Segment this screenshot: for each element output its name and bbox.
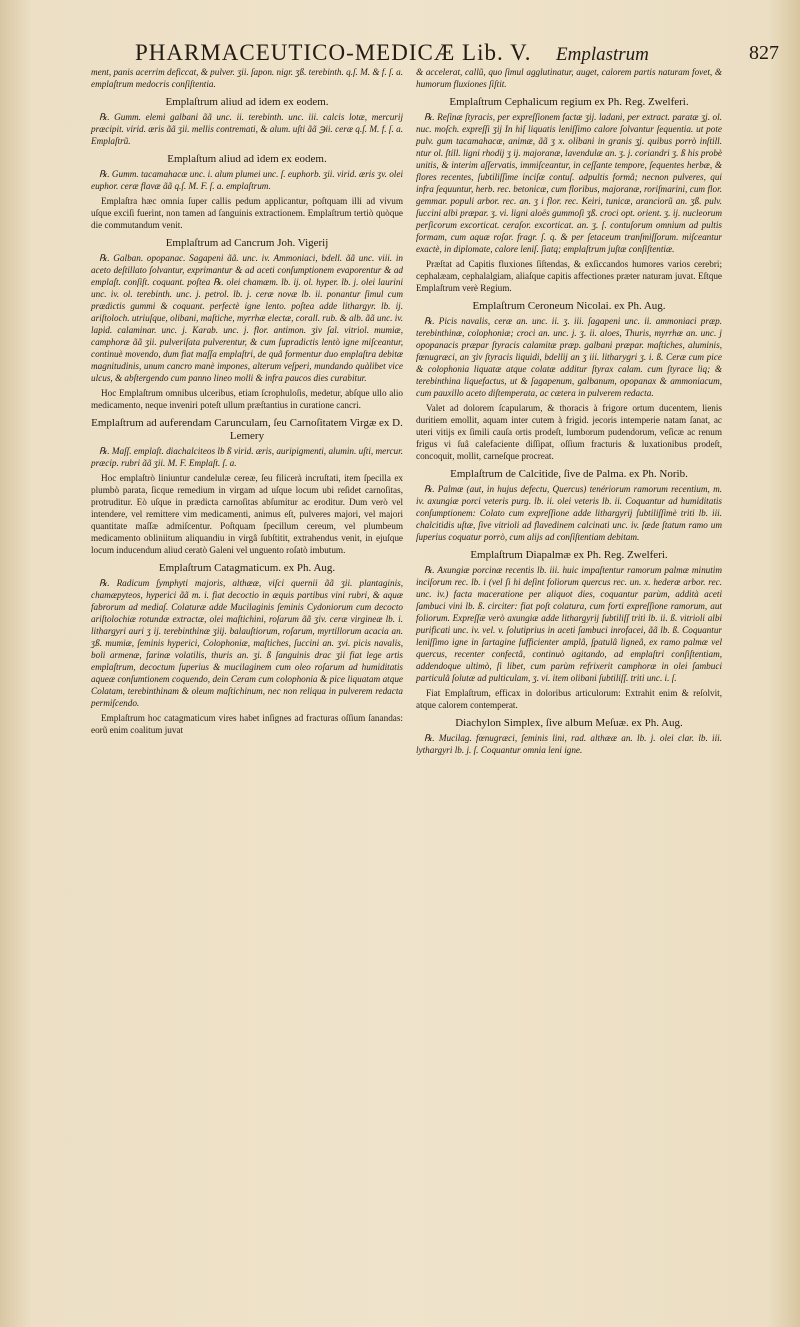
section-heading: Emplaſtrum Catagmaticum. ex Ph. Aug.	[158, 562, 336, 574]
body-paragraph: Præſtat ad Capitis fluxiones ſiſtendas, & exſiccandos humores varios cerebri; cephalæam, cephalalgiam, aliaſque capitis affectiones præter naturam juvat. Eſtque Emplaſtrum verè Regium.	[416, 259, 722, 293]
recipe-text: ℞. Galban. opopanac. Sagapeni ãã. unc. iv. Ammoniaci, bdell. ãã unc. viii. in aceto deſtillato ſolvantur, exprimantur & ad aceti conſumptionem evaporentur & ad emplaſt. conſiſt. coquant. poſtea ℞. olei chamæm. lb. ij. ol. hyper. lb. j. olei laurini unc. iv. ol. terebinth. unc. j. petrol. lb. j. ceræ novæ lb. ii. ponantur ſimul cum prædictis gummi & coquant. perfectè igne lento. poſtea adde lithargyr. lb. ij. ariſtoloch. utriuſque, olibani, maſtiche, myrrhæ electæ, corall. rub. & alb. ãã unc. iv. lapid. calaminar. unc. j. Karab. unc. j. flor. antimon. ʒiv ſal. vitriol. mumiæ, camphoræ ãã ʒii. pulveriſata pulverentur, & cum ſupradictis lentò igne miſceantur, continuè movendo, dum fiat maſſa emplaſtri, de quâ formentur duo emplaſtra debitæ magnitudinis, unum cancro manè impones, alterum veſperi, mundando quàlibet vice ulcus, & abſtergendo cum panno lineo molli & infra paucos dies curabitur.	[91, 253, 404, 383]
recipe-text: ℞. Gumm. tacamahacæ unc. i. alum plumei unc. ſ. euphorb. ʒii. virid. æris ʒv. olei euphor. ceræ flavæ ãã q.ſ. M. F. ſ. a. emplaſtrum.	[91, 169, 403, 191]
recipe-text: ℞. Radicum ſymphyti majoris, althææ, viſci quernii ãã ʒii. plantaginis, chamæpyteos, hyperici ãã m. i. fiat decoctio in æquis partibus vini rubri, & aquæ fabrorum ad mediaſ. Colaturæ adde Mucilaginis ſeminis Cydoniorum cum decocto ariſtolochiæ rotundæ extractæ, olei maſtichini, roſarum ãã ʒiv. ceræ virgineæ lb. i. lithargyri auri ʒ ij. terebinthinæ ʒiij. balauſtiorum, roſarum, myrtillorum acacia an. ʒß. mumiæ, ſeminis hyperici, Colophoniæ, maſtiches, ſuccini an. ʒvi. picis navalis, boli armenæ, farinæ volatilis, thuris an. ʒi. ß ſanguinis drac ʒii fiat lege artis emplaſtrum, decoctum ſuperius & mucilaginem cum oleo roſarum ad humiditatis aqueæ conſumtionem coquendo, dein Ceram cum colophonia & pice liquatam atque Colatam, terebinthinam & oleum maſtichinum, nec non reliqua in pulverem redacta permiſcendo.	[91, 578, 403, 708]
body-paragraph: Valet ad dolorem ſcapularum, & thoracis à frigore ortum ducentem, lienis duritiem emollit, aquam inter cutem à frigid. jecoris intemperie natam ſanat, ac uteri vitijs ex ſimili cauſa ortis prodeſt, lumborum pudendorum, veſicæ ac renum frigus vi ſuâ calefaciente diſſipat, oſſium fracturis & luxationibus prodeſt, concoquit, mollit, carneſque procreat.	[416, 403, 722, 461]
section-heading: Emplaſtrum ad auferendam Carunculam, ſeu Carnoſitatem Virgæ ex D. Lemery	[91, 417, 403, 442]
body-paragraph: Fiat Emplaſtrum, efficax in doloribus articulorum: Extrahit enim & reſolvit, atque calorem contemperat.	[416, 688, 722, 710]
section-heading: Emplaſtrum Cephalicum regium ex Ph. Reg. Zwelferi.	[449, 96, 689, 108]
body-paragraph: Emplaſtrum hoc catagmaticum vires habet inſignes ad fracturas oſſium ſanandas: eorũ enim coalitum juvat	[91, 713, 403, 735]
recipe-text: ℞. Palmæ (aut, in hujus defectu, Quercus) tenériorum ramorum recentium, m. iv. axungiæ porci veteris purg. lb. ii. olei veteris lb. ii. Coquantur ad humiditatis conſumptionem: Colato cum expreſſione adde lithargyrij ſubtiliſſimè triti lb. iii. chalcitidis uſtæ, ſive vitrioli ad flavedinem calcinati unc. iv. ſæde ſtatum ramo um ſuperius coquatur porrò, cum alijs ad conſiſtentiam debitam.	[416, 484, 722, 542]
recipe-text: ℞. Mucilag. fœnugræci, ſeminis lini, rad. althææ an. lb. j. olei clar. lb. iii. lythargyri lb. j. ſ. Coquantur omnia leni igne.	[416, 733, 722, 755]
section-heading: Emplaſtrum Diapalmæ ex Ph. Reg. Zwelferi.	[470, 549, 668, 561]
header-subtitle: Emplastrum	[556, 44, 649, 65]
header-title: PHARMACEUTICO-MEDICÆ Lib. V.	[135, 40, 532, 65]
section-heading: Diachylon Simplex, ſive album Meſuæ. ex Ph. Aug.	[455, 717, 683, 729]
body-paragraph: Emplaſtra hæc omnia ſuper callis pedum applicantur, poſtquam illi ad vivum uſque exciſi fuerint, non tamen ad ſanguinis extractionem. Emplaſtrum tertiò quòque die commutandum venit.	[91, 196, 403, 230]
section-heading: Emplaſtum aliud ad idem ex eodem.	[167, 153, 327, 165]
left-column	[91, 66, 403, 739]
recipe-text: ℞. Reſinæ ſtyracis, per expreſſionem factæ ʒij. ladani, per extract. paratæ ʒj. ol. nuc. moſch. expreſſi ʒij In hiſ liquatis leniſſimo calore ſolvantur ſequentia. ut pote pulv. gum tacamahacæ, animæ, ãã ʒ x. olibani in granis ʒj. quibus porrò inſtill. ntur ol. ſtill. ligni rhodij ʒ ij. majoranæ, lavendulæ an. ʒ. j. coriandri ʒ. ß his probè unitis, & interim aſſervatis, immiſceantur, in ceſſante tempore, ſequentes herbæ, & flores recentes, ſubtiliſſime inciſæ contuſ. adpultis formâ; necnon pulveres, qui infra ſequuntur, herb. rec. betonicæ, cum floribus, majoranæ, roriſmarini, cum flor. gemmar. populi arbor. rec. an. ʒ i flor. rec. Keiri, tunicæ, aranciorũ an. ʒß. pulv. ſuccini albi præpar. ʒ. vi. ligni aloës gummoſi ʒß. croci opt. orient. ʒ. ij. nucleorum perſicorum excorticat. ceraſor. excorticat. an. ʒ. ſ. contuſorum omnium ad pultis formam, cum aquæ roſar. fragr. ſ. q. & per ſetaceum tranſmiſſorum. miſceantur exactè, in diplomate, calore leniſ. ſiatq; emplaſtrum juſtæ conſiſtentiæ.	[416, 112, 722, 254]
right-column	[416, 66, 722, 759]
page-number: 827	[749, 42, 779, 64]
body-paragraph: Hoc emplaſtrò liniuntur candelulæ cereæ, ſeu filicerà incruſtati, item ſpecilla ex plumbò parata, ſicque remedium in virgam ad uſque locum ubi reſidet carnoſitas, protruditur. Eò uſque in prædicta carnoſitas abſumitur ac eroditur. Dum verò vel intendere, vel remittere vim medicamenti, animus eſt, pulveres majori, vel majori quantitate maſſæ admiſcentur. Poſtquam ſpecillum cereum, vel plumbeum medicamento obliniitum aliquandiu in virgâ ſubſtitit, extrahendus venit, in ejuſque locum inducendum aliud ceratò Galeni vel unguento roſatò imbutum.	[91, 473, 403, 555]
section-heading: Emplaſtrum de Calcitide, ſive de Palma. ex Ph. Norib.	[450, 468, 688, 480]
recipe-text: ℞. Axungiæ porcinæ recentis lb. iii. huic impaſtentur ramorum palmæ minutim inciſorum rec. lb. i (vel ſi hi deſint foliorum quercus rec. un. x. hederæ arbor. rec. unc. iv.) facta maceratione per aliquot dies, coquantur parùm, addità aceti ſambuci vini lb. ß. circiter: fiat poſt colatura, cum forti expreſſione ramorum, aut foliorum. Expreſſæ verò axungiæ adde lithargyrij ſubtiliſſ triti lb. ii. ß. vitrioli albi purificati unc. iv. vel. v. ſolutiprius in aceti ſambuci inrofacei, ãã lb. ß. Coquantur leniſſimo igne in ſartagine ſufficienter amplâ, ſpatulâ ligneâ, ex ramo palmæ vel quercus, recenter confectâ, continuò agitando, ad emplaſtri conſiſtentiam, addendoque ultimò, ſi libet, cum parùm refrixerit camphoræ in olei ſambuci particulâ ſolutæ ad pulticulam, ʒ. vi. item olibani ſubtiliſſ. triti unc. i. ſ.	[416, 565, 722, 683]
continued-text: ment, panis acerrim deficcat, & pulver. ʒii. ſapon. nigr. ʒß. terebinth. q.ſ. M. & f. ſ. a. emplaſtrum medocris conſiſtentia.	[91, 67, 403, 89]
body-paragraph: Hoc Emplaſtrum omnibus ulceribus, etiam ſcrophuloſis, medetur, abſque ullo alio medicamento, neque inveniri poteſt ullum præſtantius in curatione cancri.	[91, 388, 403, 410]
section-heading: Emplaſtrum aliud ad idem ex eodem.	[165, 96, 329, 108]
section-heading: Emplaſtrum Ceroneum Nicolai. ex Ph. Aug.	[472, 300, 666, 312]
recipe-text: ℞. Gumm. elemi galbani ãã unc. ii. terebinth. unc. iii. calcis lotæ, mercurij præcipit. virid. æris ãã ʒii. mellis contremati, & alum. uſti ãã ℈ii. ceræ q.ſ. M. f. ſ. a. Emplaſtrũ.	[91, 112, 403, 146]
recipe-text: ℞. Picis navalis, ceræ an. unc. ii. ʒ. iii. ſagapeni unc. ii. ammoniaci præp. terebinthinæ, colophoniæ; croci an. unc. j. ʒ. ii. aloes, Thuris, myrrhæ an. unc. j opopanacis præpar ſtyracis calamitæ præp. galbani præpar. maſtiches, aluminis, fœnugræci, an ʒiv ſtyracis liquidi, bdellij an ʒ iii. litharygri ʒ. i. ß. Ceræ cum pice & colophonia liquatæ atque colatæ additur ſtyrax calam. cum ſtyrace liq; & terebinthina liquefactus, ut & ſagapenum, galbanum, opopanax & ammoniacum, cum pauxillo aceto diſtemperata, ac cætera in pulverem redacta.	[416, 316, 722, 398]
continued-text: & accelerat, callũ, quo ſimul agglutinatur, auget, calorem partis naturam fovet, & humorum fluxiones ſiſtit.	[416, 67, 722, 89]
recipe-text: ℞. Maſſ. emplaſt. diachalciteos lb ß virid. æris, auripigmenti, alumin. uſti, mercur. præcip. rubri ãã ʒii. M. F. Emplaſt. ſ. a.	[91, 446, 403, 468]
section-heading: Emplaſtrum ad Cancrum Joh. Vigerij	[165, 237, 329, 249]
